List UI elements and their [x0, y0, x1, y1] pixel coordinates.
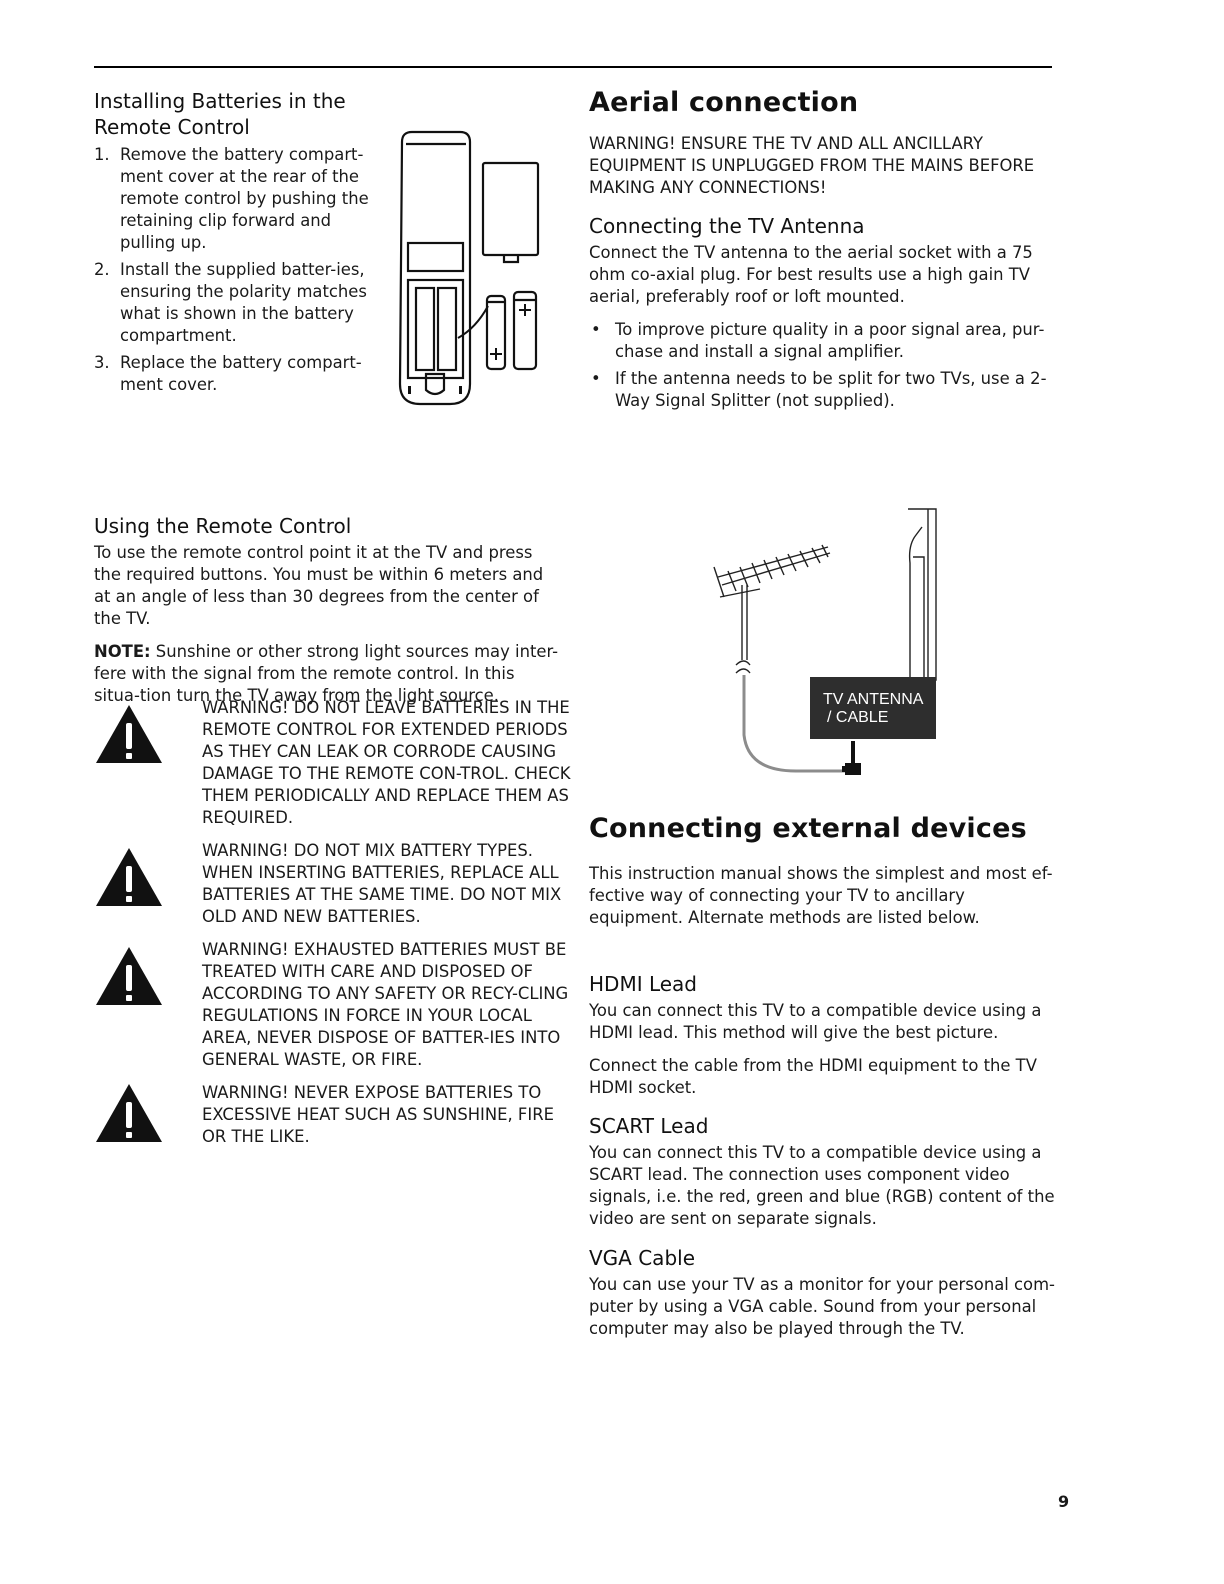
hdmi-heading: HDMI Lead	[589, 972, 697, 996]
antenna-bullets	[589, 319, 1055, 412]
external-heading: Connecting external devices	[589, 813, 1027, 844]
using-remote-heading: Using the Remote Control	[94, 514, 352, 538]
antenna-cable-label	[810, 677, 936, 739]
using-remote-paragraph: To use the remote control point it at the TV and press the required buttons. You must be within 6 meters and at an angle of less than 30 degrees from the center of the TV.	[94, 543, 544, 628]
antenna-bullet: • If the antenna needs to be split for two TVs, use a 2-Way Signal Splitter (not supplied).	[589, 368, 1055, 412]
scart-paragraph: You can connect this TV to a compatible device using a SCART lead. The connection uses component video signals, i.e. the red, green and blue (RGB) content of the video are sent on separate signals.	[589, 1143, 1055, 1228]
battery-steps	[94, 144, 369, 396]
note-label: NOTE:	[94, 642, 151, 661]
page-number: 9	[1058, 1492, 1070, 1511]
note-text: Sunshine or other strong light sources may inter-fere with the signal from the remote control. In this situa-tion turn the TV away from the light source.	[94, 642, 559, 705]
using-remote-section	[94, 513, 564, 707]
aerial-section	[589, 87, 1055, 417]
warning-text: WARNING! DO NOT MIX BATTERY TYPES. WHEN INSERTING BATTERIES, REPLACE ALL BATTERIES AT THE SAME TIME. DO NOT MIX OLD AND NEW BATTERIES.	[202, 841, 562, 926]
battery-step: 2. Install the supplied batter-ies, ensuring the polarity matches what is shown in the battery compartment.	[94, 260, 367, 345]
warning-icon	[94, 703, 164, 765]
hdmi-paragraph-1: You can connect this TV to a compatible device using a HDMI lead. This method will give the best picture.	[589, 1001, 1042, 1042]
antenna-bullet: • To improve picture quality in a poor signal area, pur-chase and install a signal amplifier.	[589, 319, 1055, 363]
antenna-label-line1: TV ANTENNA	[823, 691, 924, 708]
batteries-heading: Installing Batteries in the Remote Control	[94, 89, 346, 139]
hdmi-paragraph-2: Connect the cable from the HDMI equipment to the TV HDMI socket.	[589, 1056, 1037, 1097]
warning-icon	[94, 1082, 164, 1144]
antenna-heading: Connecting the TV Antenna	[589, 214, 865, 238]
vga-paragraph: You can use your TV as a monitor for your personal com-puter by using a VGA cable. Sound from your personal computer may also be played through the TV.	[589, 1275, 1055, 1338]
external-intro: This instruction manual shows the simplest and most ef-fective way of connecting your TV to ancillary equipment. Alternate methods are listed below.	[589, 864, 1053, 927]
antenna-paragraph: Connect the TV antenna to the aerial socket with a 75 ohm co-axial plug. For best results use a high gain TV aerial, preferably roof or loft mounted.	[589, 243, 1033, 306]
warning-text: WARNING! EXHAUSTED BATTERIES MUST BE TREATED WITH CARE AND DISPOSED OF ACCORDING TO ANY SAFETY OR RECY-CLING REGULATIONS IN FORCE IN YOUR LOCAL AREA, NEVER DISPOSE OF BATTER-IES INTO GENERAL WASTE, OR FIRE.	[202, 940, 569, 1069]
warning-text: WARNING! DO NOT LEAVE BATTERIES IN THE REMOTE CONTROL FOR EXTENDED PERIODS AS THEY CAN LEAK OR CORRODE CAUSING DAMAGE TO THE REMOTE CON-TROL. CHECK THEM PERIODICALLY AND REPLACE THEM AS REQUIRED.	[202, 698, 571, 827]
remote-battery-illustration	[396, 128, 546, 410]
warning-icon	[94, 846, 164, 908]
external-devices-section	[589, 813, 1057, 1340]
top-rule	[94, 66, 1052, 68]
battery-step: 3. Replace the battery compart-ment cover.	[94, 353, 362, 394]
warning-icon	[94, 945, 164, 1007]
warning-text: WARNING! NEVER EXPOSE BATTERIES TO EXCESSIVE HEAT SUCH AS SUNSHINE, FIRE OR THE LIKE.	[202, 1083, 554, 1146]
batteries-section	[94, 88, 369, 401]
antenna-label-line2: / CABLE	[827, 709, 889, 726]
scart-heading: SCART Lead	[589, 1114, 709, 1138]
aerial-heading: Aerial connection	[589, 87, 859, 118]
battery-step: 1. Remove the battery compart-ment cover at the rear of the remote control by pushing the retaining clip forward and pulling up.	[94, 145, 369, 252]
vga-heading: VGA Cable	[589, 1246, 695, 1270]
aerial-warning: WARNING! ENSURE THE TV AND ALL ANCILLARY EQUIPMENT IS UNPLUGGED FROM THE MAINS BEFORE MAKING ANY CONNECTIONS!	[589, 134, 1035, 197]
